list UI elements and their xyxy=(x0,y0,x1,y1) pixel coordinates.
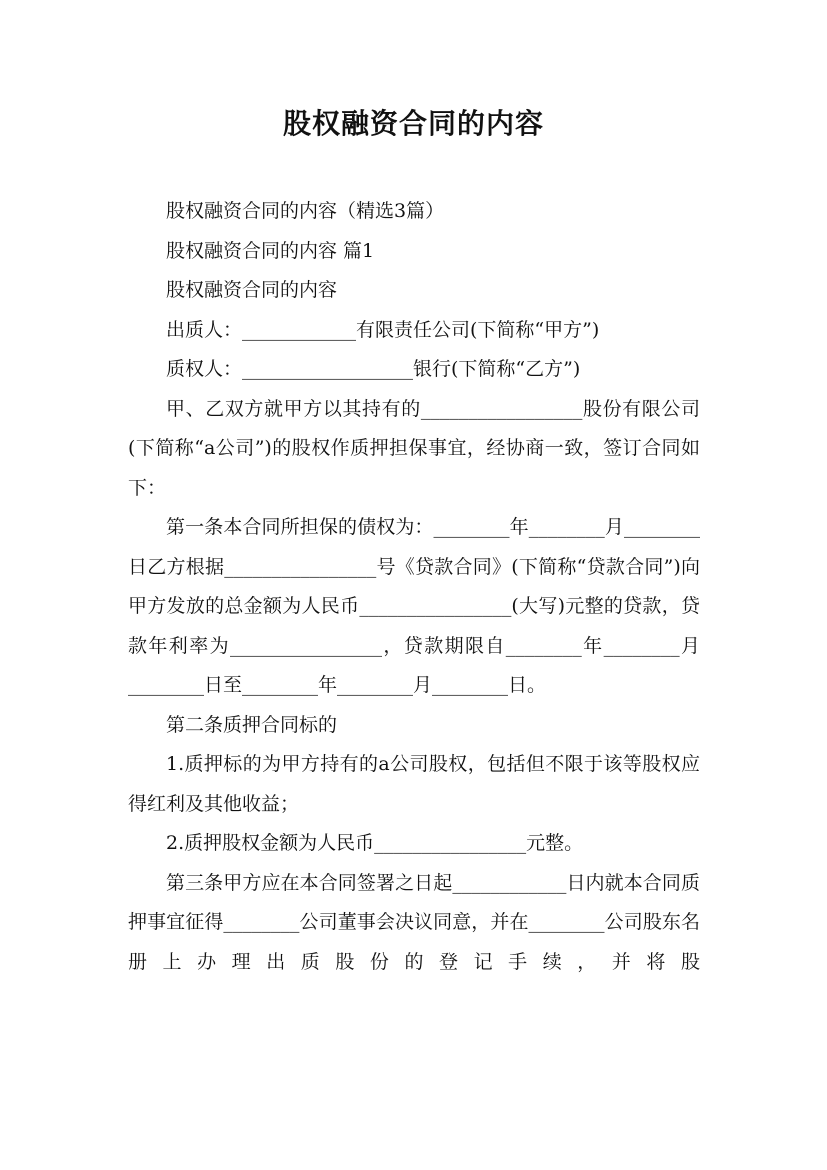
paragraph-preamble: 甲、乙双方就甲方以其持有的_________________股份有限公司(下简称“a公司”)的股权作质押担保事宜，经协商一致，签订合同如下： xyxy=(128,397,700,499)
paragraph-pledgor: 出质人：____________有限责任公司(下简称“甲方”) xyxy=(166,318,600,341)
paragraph-article-3: 第三条甲方应在本合同签署之日起____________日内就本合同质押事宜征得________公司董事会决议同意，并在________公司股东名册上办理出质股份的登记手续，并将股 xyxy=(128,871,700,973)
paragraph-heading: 股权融资合同的内容 xyxy=(166,279,338,301)
paragraph-item-1: 1.质押标的为甲方持有的a公司股权，包括但不限于该等股权应得红利及其他收益； xyxy=(128,753,700,815)
document-title: 股权融资合同的内容 xyxy=(282,107,544,140)
paragraph-item-2: 2.质押股权金额为人民币________________元整。 xyxy=(166,832,584,854)
paragraph-section-heading: 股权融资合同的内容 篇1 xyxy=(166,239,375,262)
document-body xyxy=(128,192,700,982)
paragraph-article-2-heading: 第二条质押合同标的 xyxy=(166,713,338,736)
paragraph-subtitle: 股权融资合同的内容（精选3篇） xyxy=(166,200,445,222)
paragraph-pledgee: 质权人：__________________银行(下简称“乙方”) xyxy=(166,358,581,380)
paragraph-article-1: 第一条本合同所担保的债权为：________年________月________日乙方根据________________号《贷款合同》(下简称“贷款合同”)向甲方发放的总金额为人民币________________(大写)元整的贷款，贷款年利率为________________，贷款期限自________年________月________日至________年________月________日。 xyxy=(128,516,700,696)
